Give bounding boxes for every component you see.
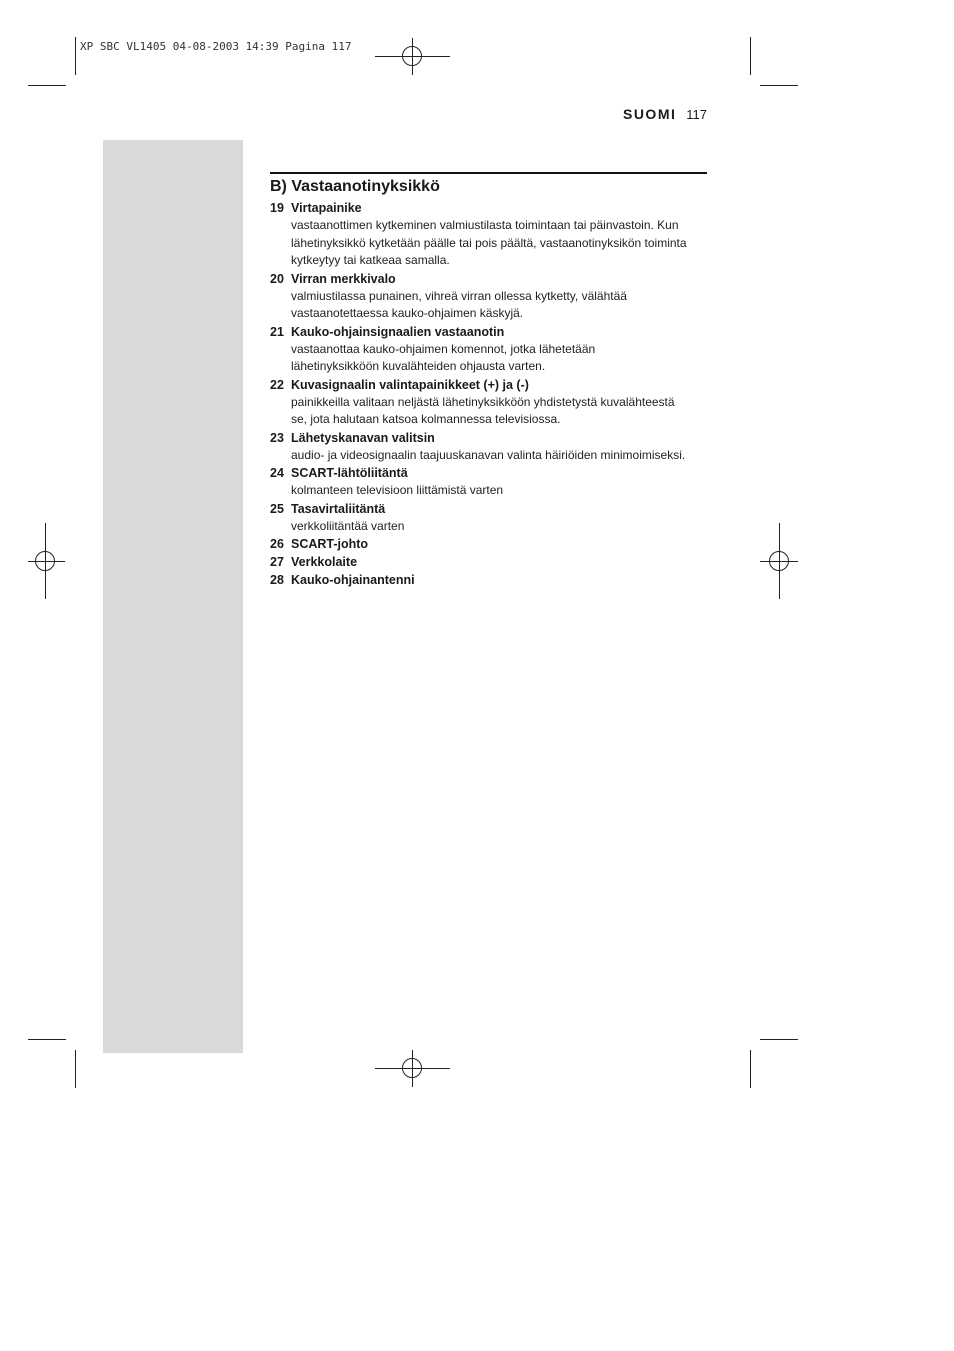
item-number: 20 bbox=[270, 271, 284, 286]
item-number: 21 bbox=[270, 324, 284, 339]
item-title bbox=[270, 535, 707, 553]
item-title bbox=[270, 323, 707, 341]
item-description-line: vastaanottimen kytkeminen valmiustilasta toimintaan tai päinvastoin. Kun bbox=[291, 218, 679, 232]
print-slug: XP SBC VL1405 04-08-2003 14:39 Pagina 117 bbox=[80, 40, 352, 53]
item-description-line: se, jota halutaan katsoa kolmannessa televisiossa. bbox=[291, 412, 561, 426]
item-number: 25 bbox=[270, 501, 284, 516]
item-title bbox=[270, 500, 707, 518]
item-description-line: valmiustilassa punainen, vihreä virran ollessa kytketty, välähtää bbox=[291, 288, 627, 303]
list-item bbox=[270, 199, 707, 270]
item-label: Kuvasignaalin valintapainikkeet (+) ja (-) bbox=[291, 377, 529, 392]
item-title bbox=[270, 270, 707, 288]
item-number: 23 bbox=[270, 430, 284, 445]
item-label: Tasavirtaliitäntä bbox=[291, 501, 386, 516]
list-item bbox=[270, 535, 707, 553]
item-description-line: vastaanotettaessa kauko-ohjaimen käskyjä. bbox=[291, 306, 524, 320]
item-number: 27 bbox=[270, 555, 284, 569]
item-label: Verkkolaite bbox=[291, 555, 358, 569]
item-number: 19 bbox=[270, 201, 284, 215]
list-item bbox=[270, 323, 707, 376]
item-list bbox=[270, 199, 707, 589]
item-number: 22 bbox=[270, 377, 284, 392]
list-item bbox=[270, 429, 707, 465]
section-rule bbox=[270, 172, 707, 174]
item-number: 26 bbox=[270, 537, 284, 551]
list-item bbox=[270, 270, 707, 323]
item-description-line: audio- ja videosignaalin taajuuskanavan valinta häiriöiden minimoimiseksi. bbox=[291, 447, 686, 462]
item-description-line: verkkoliitäntää varten bbox=[291, 518, 405, 533]
item-description-line: vastaanottaa kauko-ohjaimen komennot, jotka lähetetään bbox=[291, 341, 596, 356]
item-label: Kauko-ohjainsignaalien vastaanotin bbox=[291, 324, 505, 339]
item-title bbox=[270, 571, 707, 589]
section-receiver-unit bbox=[270, 172, 707, 589]
item-description-line: kolmanteen televisioon liittämistä varten bbox=[291, 483, 504, 497]
item-title bbox=[270, 464, 707, 482]
list-item bbox=[270, 553, 707, 571]
item-title bbox=[270, 376, 707, 394]
item-number: 28 bbox=[270, 573, 284, 587]
item-title bbox=[270, 429, 707, 447]
item-label: Virran merkkivalo bbox=[291, 271, 396, 286]
page-header bbox=[623, 106, 707, 122]
section-title: B) Vastaanotinyksikkö bbox=[270, 178, 440, 195]
item-number: 24 bbox=[270, 466, 284, 480]
item-label: Lähetyskanavan valitsin bbox=[291, 430, 435, 445]
item-description-line: kytkeytyy tai katkeaa samalla. bbox=[291, 253, 450, 267]
list-item bbox=[270, 376, 707, 429]
list-item bbox=[270, 500, 707, 536]
item-description-line: painikkeilla valitaan neljästä lähetinyksikköön yhdistetystä kuvalähteestä bbox=[291, 394, 675, 409]
item-description-line: lähetinyksikköön kuvalähteiden ohjausta varten. bbox=[291, 359, 546, 373]
item-label: Kauko-ohjainantenni bbox=[291, 573, 415, 587]
item-label: Virtapainike bbox=[291, 201, 362, 215]
item-label: SCART-lähtöliitäntä bbox=[291, 466, 408, 480]
item-label: SCART-johto bbox=[291, 537, 369, 551]
item-title bbox=[270, 199, 707, 217]
margin-band bbox=[103, 140, 243, 1053]
list-item bbox=[270, 571, 707, 589]
item-title bbox=[270, 553, 707, 571]
item-description-line: lähetinyksikkö kytketään päälle tai pois päältä, vastaanotinyksikön toiminta bbox=[291, 235, 687, 250]
list-item bbox=[270, 464, 707, 500]
page-number: 117 bbox=[686, 107, 707, 122]
language-label: SUOMI bbox=[622, 106, 677, 122]
